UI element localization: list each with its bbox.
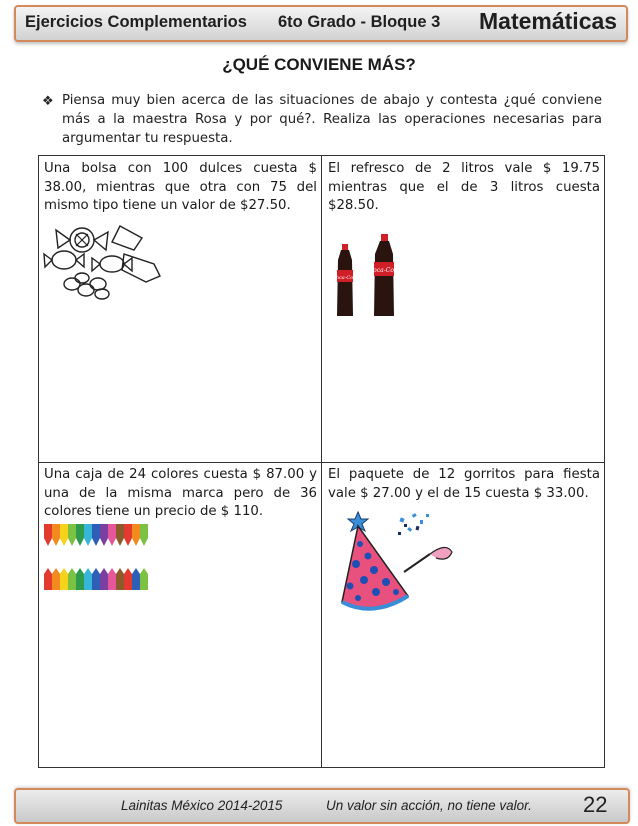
page-number: 22	[583, 792, 608, 817]
instructions-text: Piensa muy bien acerca de las situaciones de abajo y contesta ¿qué conviene más a la maestra Rosa y por qué?. Realiza las operaciones necesarias para argumentar tu respuesta.	[62, 93, 602, 146]
problem-candies-text: Una bolsa con 100 dulces cuesta $ 38.00, mientras que otra con 75 del mismo tipo tiene un valor de $27.50.	[44, 161, 317, 213]
soda-bottles-icon	[330, 232, 404, 318]
problem-pencils-text: Una caja de 24 colores cuesta $ 87.00 y una de la misma marca pero de 36 colores tiene un precio de $ 110.	[44, 467, 317, 519]
page-footer	[14, 788, 630, 824]
candies-icon	[42, 220, 168, 306]
header-grade-block: 6to Grado - Bloque 3	[278, 13, 441, 31]
page-title: ¿QUÉ CONVIENE MÁS?	[222, 55, 416, 74]
problem-party-hats-text: El paquete de 12 gorritos para fiesta vale $ 27.00 y el de 15 cuesta $ 33.00.	[328, 467, 600, 501]
page-header	[14, 5, 628, 42]
soda-brand-large: Coca-Cola	[368, 267, 400, 274]
party-hat-icon	[338, 506, 458, 618]
diamond-bullet-icon: ❖	[42, 94, 54, 109]
colored-pencils-icon	[44, 524, 150, 592]
header-subject: Matemáticas	[479, 8, 618, 34]
header-series-title: Ejercicios Complementarios	[25, 13, 247, 31]
table-divider-horizontal	[38, 462, 605, 463]
footer-motto: Un valor sin acción, no tiene valor.	[326, 798, 532, 813]
footer-credits: Lainitas México 2014-2015	[121, 798, 283, 813]
problem-soda-text: El refresco de 2 litros vale $ 19.75 mientras que el de 3 litros cuesta $28.50.	[328, 161, 600, 213]
soda-brand-small: Coca-Cola	[332, 275, 358, 281]
